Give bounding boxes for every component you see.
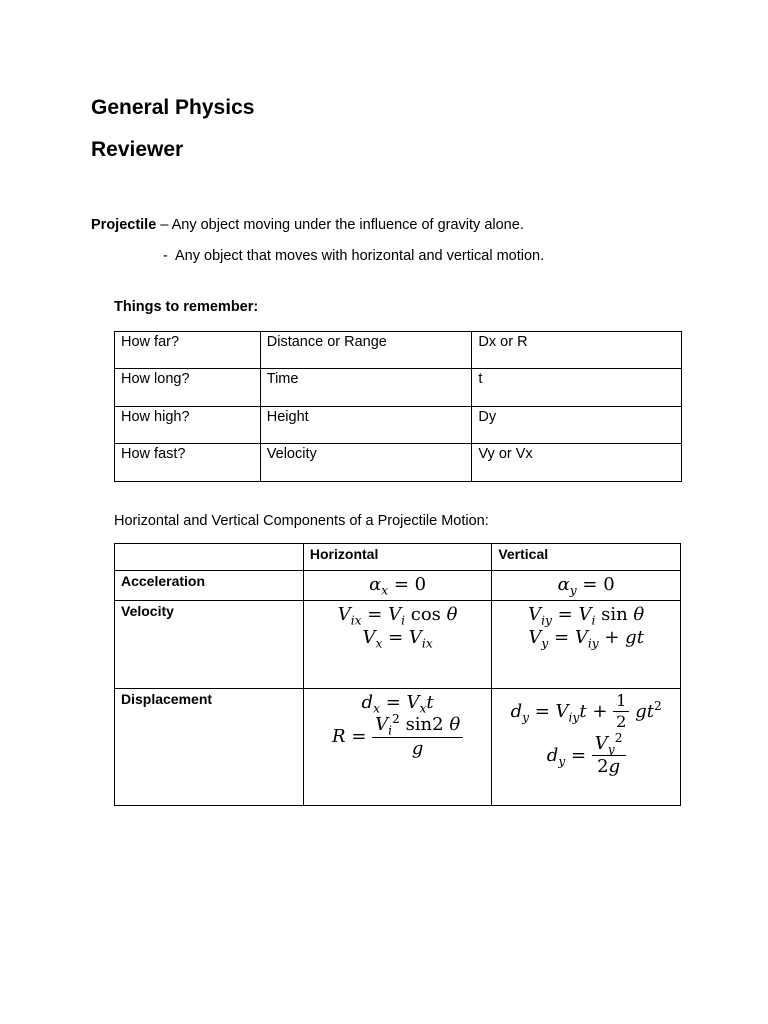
formula-text: $V_{iy} = V_i$ sin θ xyxy=(528,604,645,628)
table-cell: Velocity xyxy=(260,444,472,482)
table-row xyxy=(115,601,681,689)
formula-text: $\alpha_x = 0$ xyxy=(369,574,427,598)
components-caption: Horizontal and Vertical Components of a Projectile Motion: xyxy=(114,513,489,529)
table-cell: Time xyxy=(260,369,472,407)
things-table xyxy=(114,331,682,482)
projectile-definition xyxy=(91,218,524,233)
table-cell: Dy xyxy=(472,407,682,444)
projectile-definition-bullet xyxy=(163,249,544,264)
table-row xyxy=(115,444,682,482)
header-cell-vertical: Vertical xyxy=(492,544,681,571)
formula-velocity-vertical xyxy=(492,601,681,689)
header-cell-empty xyxy=(115,544,304,571)
table-cell: Distance or Range xyxy=(260,332,472,369)
table-cell: How far? xyxy=(115,332,261,369)
table-cell: t xyxy=(472,369,682,407)
table-cell: How high? xyxy=(115,407,261,444)
table-cell: Vy or Vx xyxy=(472,444,682,482)
formula-displacement-vertical xyxy=(492,689,681,806)
formula-text: $\alpha_y = 0$ xyxy=(557,574,615,598)
table-row xyxy=(115,332,682,369)
formula-text: $d_x = V_xt$ xyxy=(361,692,434,716)
formula-text: R = $\frac{V_i^2 \sin 2 \theta}{g}$ xyxy=(310,714,485,760)
things-heading: Things to remember: xyxy=(114,299,259,315)
row-label-velocity: Velocity xyxy=(115,601,304,689)
document-title: General Physics xyxy=(91,96,255,119)
bullet-dash: - xyxy=(163,248,168,264)
fraction: $\frac{V_y^2}{2g}$ xyxy=(592,733,626,779)
formula-acceleration-horizontal xyxy=(303,571,491,601)
table-row xyxy=(115,571,681,601)
formula-text: $V_x = V_{ix}$ xyxy=(362,627,433,651)
formula-velocity-horizontal xyxy=(303,601,491,689)
table-row xyxy=(115,407,682,444)
formula-text: $d_y = V_{iy}t$ + $\frac{1}{2}$ $gt^2$ xyxy=(510,691,662,732)
components-table xyxy=(114,543,681,806)
row-label-acceleration: Acceleration xyxy=(115,571,304,601)
formula-displacement-horizontal xyxy=(303,689,491,806)
table-cell: Height xyxy=(260,407,472,444)
formula-text: $V_y = V_{iy}$ + gt xyxy=(528,627,644,651)
fraction: $\frac{1}{2}$ xyxy=(613,691,629,733)
formula-text: $d_y$ = $\frac{V_y^2}{2g}$ xyxy=(498,733,674,779)
table-row xyxy=(115,369,682,407)
definition-text: – Any object moving under the influence of gravity alone. xyxy=(156,217,524,233)
header-cell-horizontal: Horizontal xyxy=(303,544,491,571)
table-cell: Dx or R xyxy=(472,332,682,369)
definition-term: Projectile xyxy=(91,217,157,233)
row-label-displacement: Displacement xyxy=(115,689,304,806)
table-cell: How long? xyxy=(115,369,261,407)
formula-acceleration-vertical xyxy=(492,571,681,601)
document-subtitle: Reviewer xyxy=(91,138,184,161)
table-row xyxy=(115,689,681,806)
table-cell: How fast? xyxy=(115,444,261,482)
formula-text: $V_{ix} = V_i$ cos θ xyxy=(337,604,458,628)
definition-bullet-text: Any object that moves with horizontal and vertical motion. xyxy=(175,248,545,264)
table-header-row xyxy=(115,544,681,571)
fraction: $\frac{V_i^2 \sin 2 \theta}{g}$ xyxy=(372,714,463,760)
